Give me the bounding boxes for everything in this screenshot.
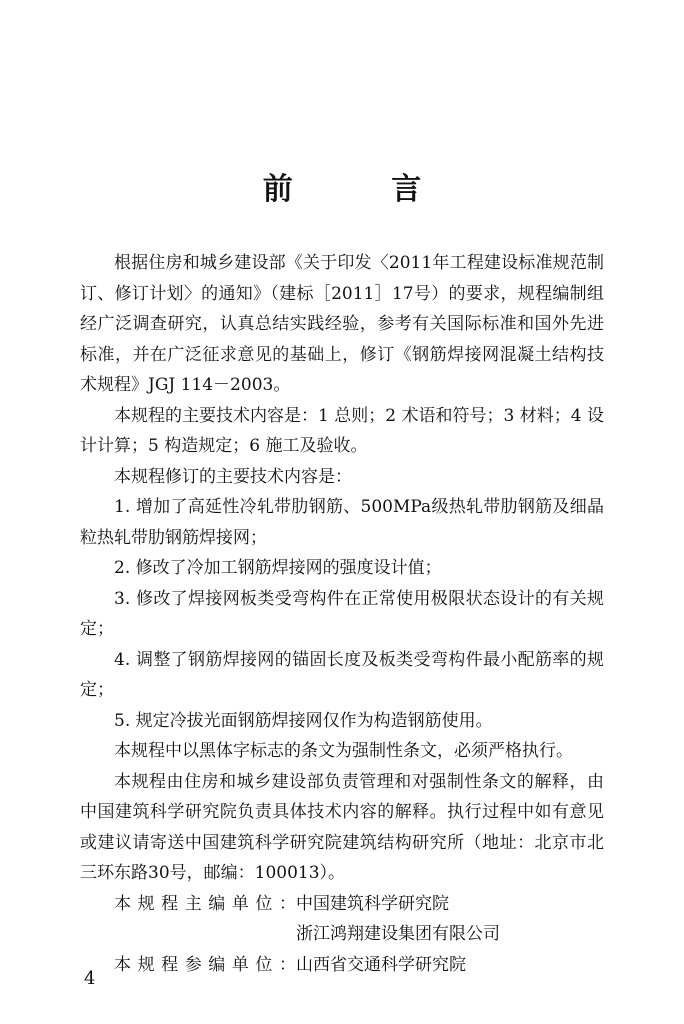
paragraph-basis: 根据住房和城乡建设部《关于印发〈2011年工程建设标准规范制订、修订计划〉的通知》（建标［2011］17号）的要求，规程编制组经广泛调查研究，认真总结实践经验，参考有关国际标准和国外先进标准，并在广泛征求意见的基础上，修订《钢筋焊接网混凝土结构技术规程》JGJ 114－2003。 [80, 253, 604, 395]
page-title: 前 言 [262, 172, 466, 207]
paragraph-administration: 本规程由住房和城乡建设部负责管理和对强制性条文的解释，由中国建筑科学研究院负责具体技术内容的解释。执行过程中如有意见或建议请寄送中国建筑科学研究院建筑结构研究所（地址：北京市北三环东路30号，邮编：100013）。 [80, 771, 604, 883]
paragraph-mandatory: 本规程中以黑体字标志的条文为强制性条文，必须严格执行。 [114, 741, 573, 761]
participant-unit-1: 山西省交通科学研究院 [296, 954, 466, 975]
participant-label: 本规程参编单位： [114, 954, 296, 975]
list-item-revision-5: 5. 规定冷拔光面钢筋焊接网仅作为构造钢筋使用。 [114, 710, 493, 731]
chief-editor-label: 本规程主编单位： [114, 893, 296, 914]
paragraph-revision-intro: 本规程修订的主要技术内容是： [114, 466, 352, 487]
chief-editor-unit-2: 浙江鸿翔建设集团有限公司 [296, 924, 500, 944]
paragraph-main-contents: 本规程的主要技术内容是：1 总则；2 术语和符号；3 材料；4 设计计算；5 构造规定；6 施工及验收。 [80, 405, 604, 456]
list-item-revision-3: 3. 修改了焊接网板类受弯构件在正常使用极限状态设计的有关规定； [80, 588, 604, 639]
chief-editor-row [80, 889, 604, 920]
page-number: 4 [84, 968, 96, 989]
document-body [80, 248, 604, 980]
list-item-revision-2: 2. 修改了冷加工钢筋焊接网的强度设计值； [114, 558, 442, 578]
chief-editor-row-2 [80, 919, 604, 950]
participant-row [80, 950, 604, 981]
list-item-revision-4: 4. 调整了钢筋焊接网的锚固长度及板类受弯构件最小配筋率的规定； [80, 649, 604, 700]
chief-editor-unit-1: 中国建筑科学研究院 [296, 893, 449, 914]
list-item-revision-1: 1. 增加了高延性冷轧带肋钢筋、500MPa级热轧带肋钢筋及细晶粒热轧带肋钢筋焊接网； [80, 497, 604, 548]
